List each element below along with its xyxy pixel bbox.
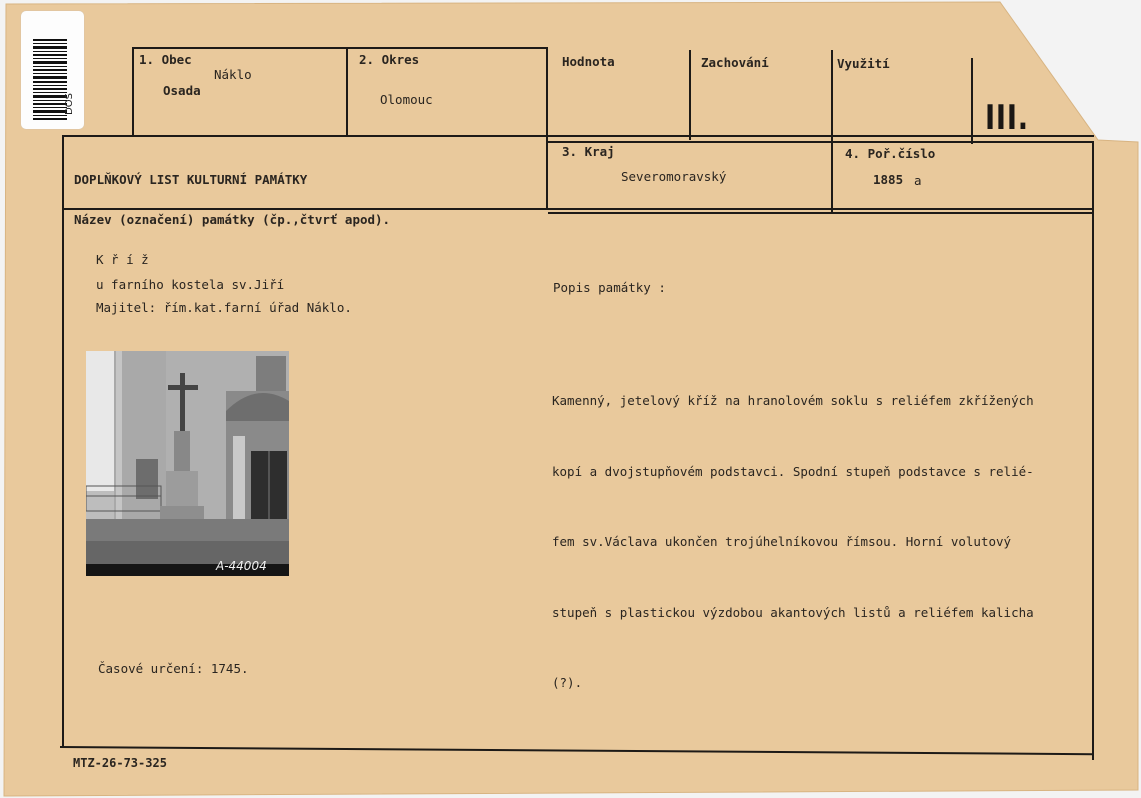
footer-code: MTZ-26-73-325 [73,756,167,770]
monument-location: u farního kostela sv.Jiří [96,277,285,292]
barcode-sticker [21,11,84,129]
dating-text: Časové určení: 1745. [98,661,249,676]
form-title: DOPLŇKOVÝ LIST KULTURNÍ PAMÁTKY [74,172,308,187]
hodnota-label: Hodnota [562,54,615,69]
porcislo-suffix: a [914,173,922,188]
description-line: fem sv.Václava ukončen trojúhelníkovou římsou. Horní volutový [552,534,1012,549]
monument-name: K ř í ž [96,252,149,267]
vyuziti-label: Využití [837,56,890,71]
description-line: stupeň s plastickou výzdobou akantových listů a reliéfem kalicha [552,604,1034,620]
kraj-value: Severomoravský [621,169,727,184]
description-line: Kamenný, jetelový kříž na hranolovém soklu s reliéfem zkřížených [552,393,1034,408]
okres-label: 2. Okres [359,52,420,67]
porcislo-label: 4. Poř.číslo [845,146,936,161]
porcislo-value: 1885 [873,172,904,187]
okres-value: Olomouc [380,92,433,107]
photo-caption: A-44004 [216,559,267,573]
zachovani-label: Zachování [701,55,769,70]
description-line-last: (?). [552,675,583,690]
kraj-label: 3. Kraj [562,144,615,159]
obec-label: 1. Obec [139,52,192,67]
obec-value: Náklo [214,67,252,82]
category-mark: III. [985,98,1029,138]
monument-photo [86,351,289,576]
description-line: kopí a dvojstupňovém podstavci. Spodní stupeň podstavce s relié- [552,463,1034,479]
monument-owner: Majitel: řím.kat.farní úřad Náklo. [96,300,352,315]
description-label: Popis památky : [553,280,666,295]
barcode-label: DOS [64,93,75,115]
osada-label: Osada [163,83,201,98]
description-text [552,342,1092,742]
barcode-icon [33,39,67,121]
name-label: Název (označení) památky (čp.,čtvrť apod). [74,212,391,227]
